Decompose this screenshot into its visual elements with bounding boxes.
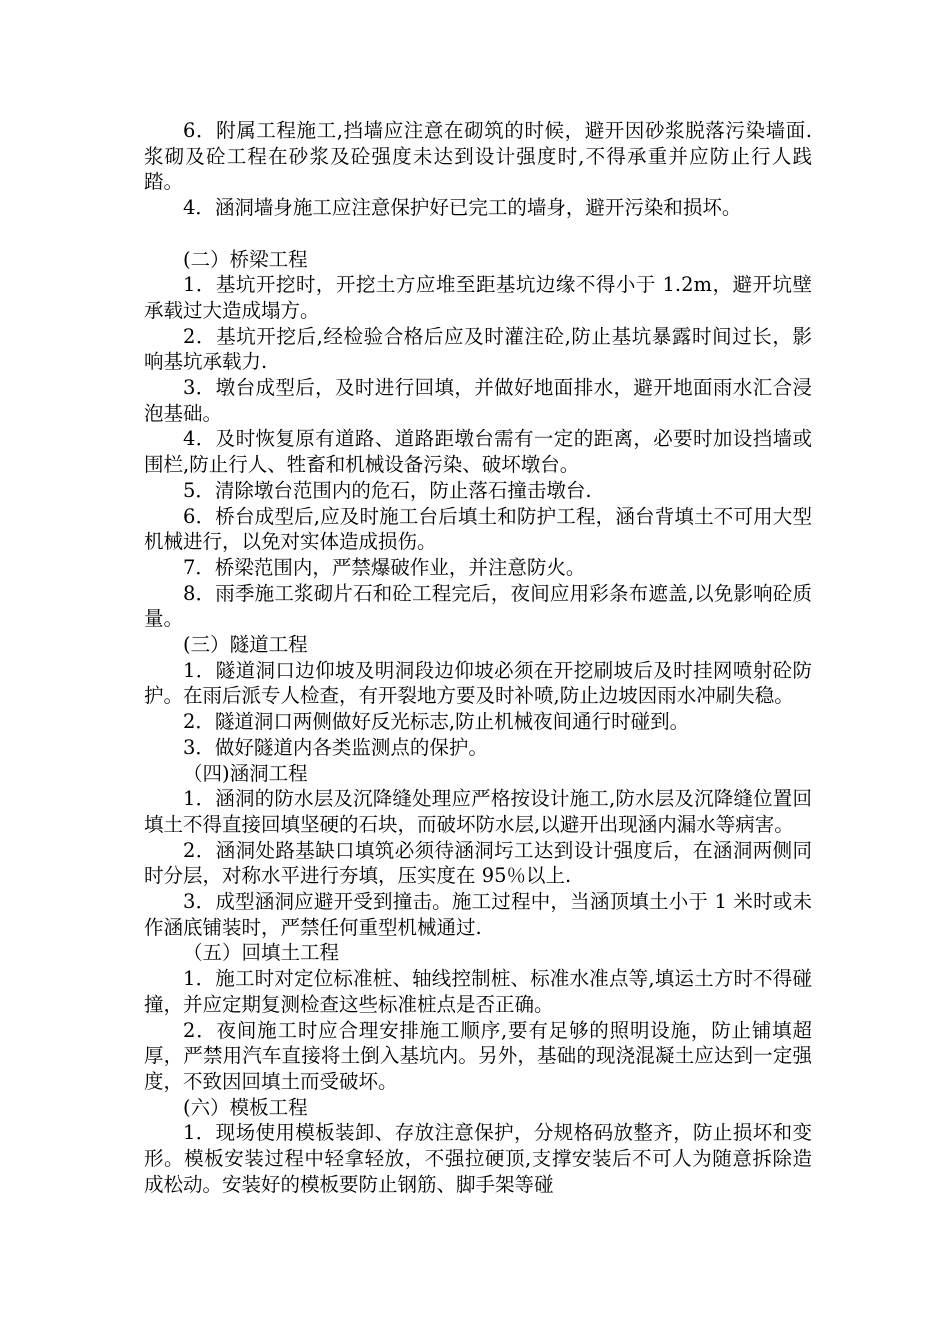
paragraph: 2．涵洞处路基缺口填筑必须待涵洞圬工达到设计强度后，在涵洞两侧同时分层，对称水平进行夯填，压实度在 95％以上. — [144, 838, 812, 888]
paragraph: 2．隧道洞口两侧做好反光标志,防止机械夜间通行时碰到。 — [183, 710, 690, 734]
paragraph: 3．做好隧道内各类监测点的保护。 — [183, 735, 488, 759]
paragraph: 1．基坑开挖时，开挖土方应堆至距基坑边缘不得小于 1.2m，避开坑壁承载过大造成塌方。 — [144, 273, 812, 322]
paragraph: 3．墩台成型后，及时进行回填，并做好地面排水，避开地面雨水汇合浸泡基础。 — [144, 376, 812, 425]
section-heading-tunnel: (三）隧道工程 — [183, 633, 308, 657]
paragraph: 6．附属工程施工,挡墙应注意在砌筑的时候，避开因砂浆脱落污染墙面.浆砌及砼工程在砂浆及砼强度未达到设计强度时,不得承重并应防止行人践踏。 — [144, 119, 812, 194]
paragraph: 4．及时恢复原有道路、道路距墩台需有一定的距离，必要时加设挡墙或围栏,防止行人、牲畜和机械设备污染、破坏墩台。 — [144, 427, 812, 477]
paragraph: 6．桥台成型后,应及时施工台后填土和防护工程，涵台背填土不可用大型机械进行，以免对实体造成损伤。 — [144, 504, 812, 554]
paragraph: 1．现场使用模板装卸、存放注意保护，分规格码放整齐，防止损坏和变形。模板安装过程中轻拿轻放，不强拉硬顶,支撑安装后不可人为随意拆除造成松动。安装好的模板要防止钢筋、脚手架等碰 — [144, 1121, 812, 1196]
paragraph: 1．施工时对定位标准桩、轴线控制桩、标准水准点等,填运土方时不得碰撞，并应定期复测检查这些标准桩点是否正确。 — [144, 967, 812, 1016]
paragraph: 5．清除墩台范围内的危石，防止落石撞击墩台. — [183, 478, 592, 502]
section-heading-formwork: (六）模板工程 — [183, 1095, 308, 1119]
document-page — [144, 118, 812, 1198]
paragraph: 8．雨季施工浆砌片石和砼工程完后，夜间应用彩条布遮盖,以免影响砼质量。 — [144, 581, 812, 631]
section-heading-culvert: （四)涵洞工程 — [183, 761, 308, 785]
paragraph: 7．桥梁范围内，严禁爆破作业，并注意防火。 — [183, 555, 586, 579]
section-heading-backfill: （五）回填土工程 — [183, 941, 340, 965]
paragraph: 1．涵洞的防水层及沉降缝处理应严格按设计施工,防水层及沉降缝位置回填土不得直接回填坚硬的石块，而破坏防水层,以避开出现涵内漏水等病害。 — [144, 787, 812, 836]
paragraph: 3．成型涵洞应避开受到撞击。施工过程中，当涵顶填土小于 1 米时或未作涵底铺装时，严禁任何重型机械通过. — [144, 890, 812, 939]
paragraph: 2．基坑开挖后,经检验合格后应及时灌注砼,防止基坑暴露时间过长，影响基坑承载力. — [144, 324, 812, 374]
paragraph: 2．夜间施工时应合理安排施工顺序,要有足够的照明设施，防止铺填超厚，严禁用汽车直接将土倒入基坑内。另外，基础的现浇混凝土应达到一定强度，不致因回填土而受破坏。 — [144, 1018, 812, 1093]
section-heading-bridge: (二）桥梁工程 — [183, 247, 308, 271]
blank-line — [144, 221, 812, 247]
paragraph: 1．隧道洞口边仰坡及明洞段边仰坡必须在开挖刷坡后及时挂网喷射砼防护。在雨后派专人检查，有开裂地方要及时补喷,防止边坡因雨水冲刷失稳。 — [144, 658, 812, 708]
paragraph: 4．涵洞墙身施工应注意保护好已完工的墙身，避开污染和损坏。 — [183, 196, 742, 220]
